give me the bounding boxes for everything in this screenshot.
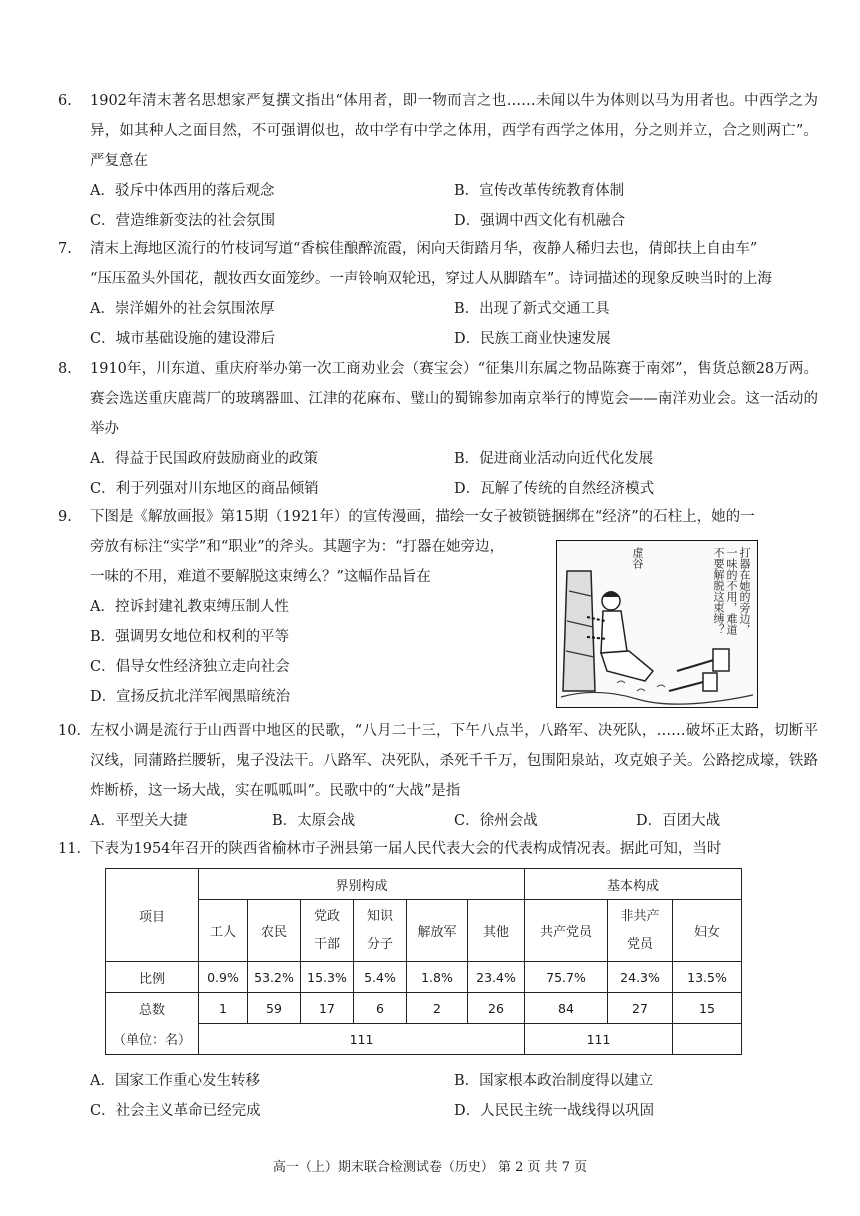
options [90,444,818,504]
option-b[interactable]: B．促进商业活动向近代化发展 [454,451,654,467]
question-stem: 下表为1954年召开的陕西省榆林市子洲县第一届人民代表大会的代表构成情况表。据此可知，当时 [90,841,722,857]
question-7 [58,234,818,354]
representatives-table-wrapper [105,868,742,1055]
option-b[interactable]: B．太原会战 [272,813,356,829]
total-cell: 84 [525,993,608,1024]
option-a[interactable]: A．崇洋媚外的社会氛围浓厚 [90,301,275,317]
comic-signature: 虚谷 [631,547,644,569]
option-a[interactable]: A．平型关大捷 [90,813,188,829]
row-label-ratio: 比例 [106,962,199,993]
option-d[interactable]: D．百团大战 [636,813,721,829]
option-d[interactable]: D．瓦解了传统的自然经济模式 [454,481,655,497]
option-c[interactable]: C．利于列强对川东地区的商品倾销 [90,481,319,497]
question-stem: 1910年，川东道、重庆府举办第一次工商劝业会（赛宝会）“征集川东属之物品陈赛于南郊”，售货总额28万两。赛会选送重庆鹿蒿厂的玻璃器皿、江津的花麻布、璧山的蜀锦参加南京举行的博览会——南洋劝业会。这一活动的举办 [90,361,818,437]
option-c[interactable]: C．徐州会战 [454,813,538,829]
option-d[interactable]: D．强调中西文化有机融合 [454,213,626,229]
option-d[interactable]: D．宣扬反抗北洋军阀黑暗统治 [90,689,291,705]
question-11 [58,834,818,864]
question-number: 8. [58,361,72,377]
question-stem-line-2: 旁放有标注“实学”和“职业”的斧头。其题字为：“打器在她旁边， [90,539,505,555]
ratio-cell: 1.8% [407,962,468,993]
option-a[interactable]: A．国家工作重心发生转移 [90,1073,260,1089]
option-c[interactable]: C．营造维新变法的社会氛围 [90,213,276,229]
total-cell: 1 [199,993,248,1024]
ratio-cell: 75.7% [525,962,608,993]
col-header: 知识 分子 [354,900,407,962]
options [90,806,818,836]
empty-cell [673,1024,742,1055]
col-header: 非共产 党员 [608,900,673,962]
question-10 [58,716,818,836]
total-cell: 15 [673,993,742,1024]
question-stem-line-3: 一味的不用，难道不要解脱这束缚么？”这幅作品旨在 [90,569,431,585]
question-stem-line-1: 清末上海地区流行的竹枝词写道“香槟佳酿醉流霞，闲向天街踏月华，夜静人稀归去也，倩郎扶上自由车” [90,241,758,257]
question-8 [58,354,818,504]
option-a[interactable]: A．驳斥中体西用的落后观念 [90,183,275,199]
question-stem: 左权小调是流行于山西晋中地区的民歌，“八月二十三，下午八点半，八路军、决死队，……破坏正太路，切断平汉线，同蒲路拦腰斩，鬼子没法干。八路军、决死队，杀死千千万，包围阳泉站，攻克娘子关。公路挖成壕，铁路炸断桥，这一场大战，实在呱呱叫”。民歌中的“大战”是指 [90,723,818,799]
option-c[interactable]: C．城市基础设施的建设滞后 [90,331,276,347]
question-number: 11． [58,841,91,857]
col-header: 工人 [199,900,248,962]
options [90,1066,818,1126]
option-a[interactable]: A．得益于民国政府鼓励商业的政策 [90,451,318,467]
sum-sector: 111 [199,1024,525,1055]
total-cell: 26 [468,993,525,1024]
total-cell: 27 [608,993,673,1024]
total-cell: 2 [407,993,468,1024]
option-b[interactable]: B．出现了新式交通工具 [454,301,610,317]
ratio-cell: 13.5% [673,962,742,993]
option-b[interactable]: B．国家根本政治制度得以建立 [454,1073,654,1089]
ratio-cell: 5.4% [354,962,407,993]
ratio-cell: 53.2% [248,962,301,993]
col-header: 共产党员 [525,900,608,962]
col-header: 解放军 [407,900,468,962]
question-stem-line-2: “压压盈头外国花，靓妆西女面笼纱。一声铃响双轮迅，穿过人从脚踏车”。诗词描述的现象反映当时的上海 [90,271,772,287]
question-number: 6. [58,93,72,109]
question-stem: 1902年清末著名思想家严复撰文指出“体用者，即一物而言之也……未闻以牛为体则以马为用者也。中西学之为异，如其种人之面目然，不可强谓似也，故中学有中学之体用，西学有西学之体用，分之则并立，合之则两亡”。严复意在 [90,93,818,169]
header-item: 项目 [106,869,199,962]
col-header: 其他 [468,900,525,962]
page-footer: 高一（上）期末联合检测试卷（历史） 第 2 页 共 7 页 [272,1160,588,1175]
row-label-unit: （单位：名） [106,1024,199,1055]
option-c[interactable]: C．社会主义革命已经完成 [90,1103,261,1119]
question-number: 10． [58,723,91,739]
option-d[interactable]: D．人民民主统一战线得以巩固 [454,1103,655,1119]
question-number: 7. [58,241,72,257]
header-group-sector: 界别构成 [199,869,525,900]
question-11-options [58,1066,818,1126]
total-cell: 59 [248,993,301,1024]
option-a[interactable]: A．控诉封建礼教束缚压制人性 [90,599,289,615]
ratio-cell: 15.3% [301,962,354,993]
comic-caption: 打器在她的旁边，一味的不用，难道不要解脱这束缚？ [712,547,751,635]
question-number: 9. [58,509,72,525]
option-d[interactable]: D．民族工商业快速发展 [454,331,611,347]
representatives-table [105,868,742,1055]
ratio-cell: 23.4% [468,962,525,993]
option-b[interactable]: B．宣传改革传统教育体制 [454,183,625,199]
ratio-cell: 24.3% [608,962,673,993]
ratio-cell: 0.9% [199,962,248,993]
sum-basic: 111 [525,1024,673,1055]
option-c[interactable]: C．倡导女性经济独立走向社会 [90,659,290,675]
propaganda-comic-image [556,540,758,708]
options [90,294,818,354]
header-group-basic: 基本构成 [525,869,742,900]
col-header: 妇女 [673,900,742,962]
options [90,176,818,236]
option-b[interactable]: B．强调男女地位和权利的平等 [90,629,290,645]
question-6 [58,86,818,236]
col-header: 农民 [248,900,301,962]
total-cell: 17 [301,993,354,1024]
col-header: 党政 干部 [301,900,354,962]
question-stem-line-1: 下图是《解放画报》第15期（1921年）的宣传漫画，描绘一女子被锁链捆绑在“经济”的石柱上，她的一 [90,509,755,525]
total-cell: 6 [354,993,407,1024]
row-label-total: 总数 [106,993,199,1024]
